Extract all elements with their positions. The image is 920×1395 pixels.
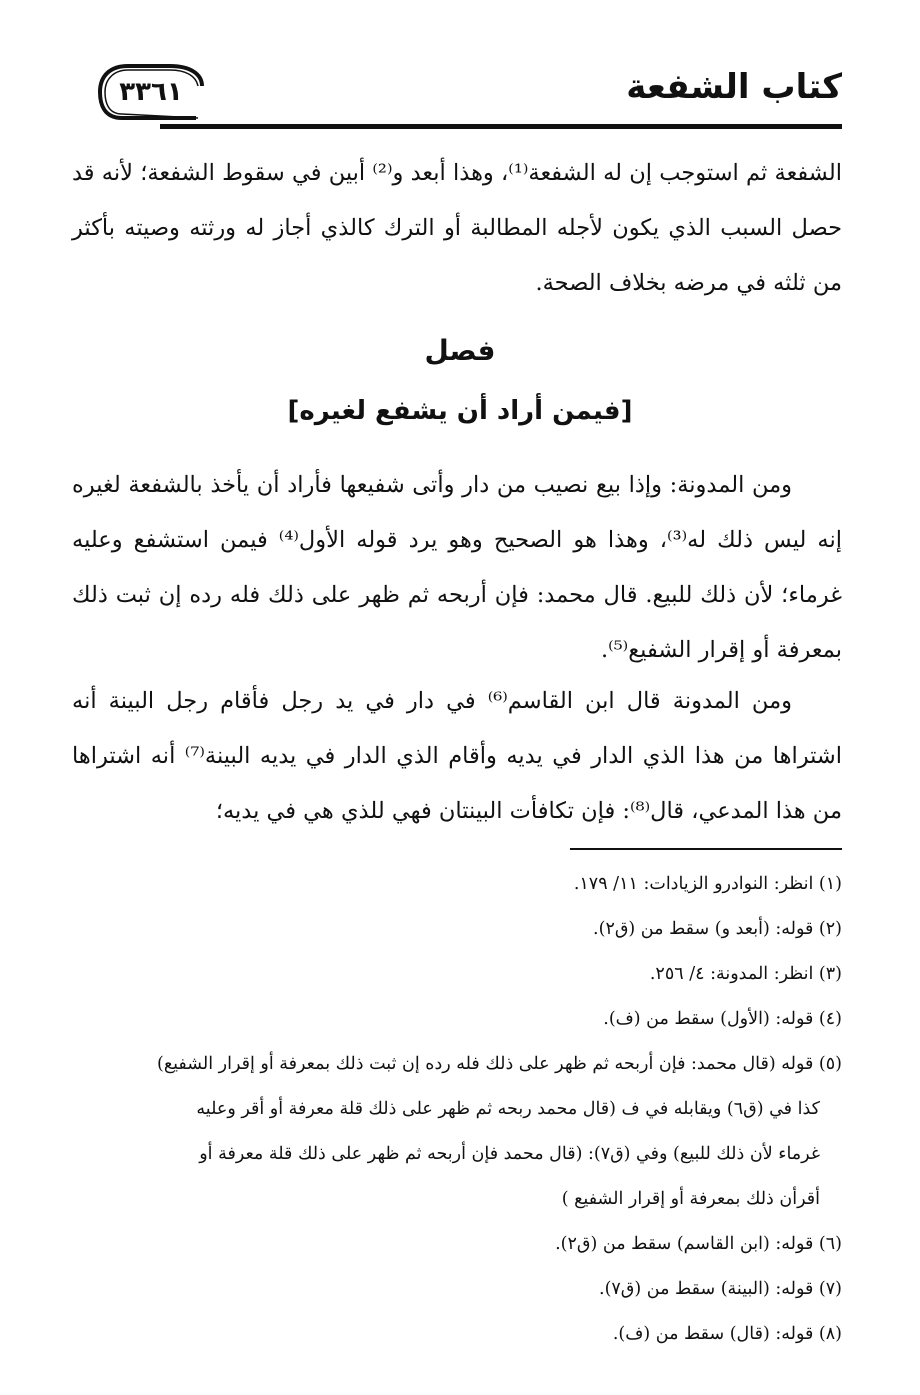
section-heading: فصل [424,334,496,367]
paragraph-2: ومن المدونة: وإذا بيع نصيب من دار وأتى شفيعها فأراد أن يأخذ بالشفعة لغيره إنه ليس ذلك له⁽³⁾، وهذا هو الصحيح وهو يرد قوله الأول⁽⁴⁾ فيمن استشفع وعليه غرماء؛ لأن ذلك للبيع. قال محمد: فإن أربحه ثم ظهر على ذلك فله رده إن ثبت ذلك بمعرفة أو إقرار الشفيع⁽⁵⁾. [72,472,843,663]
header-rule [160,124,842,129]
page-number: ٣٣٦١ [119,77,183,107]
footnote-3: (٣) انظر: المدونة: ٤/ ٢٥٦. [649,964,842,984]
footnote-5-continuation: أقرأن ذلك بمعرفة أو إقرار الشفيع ) [561,1189,820,1209]
footnote-7: (٧) قوله: (البينة) سقط من (ق٧). [599,1279,842,1299]
paragraph-3: ومن المدونة قال ابن القاسم⁽⁶⁾ في دار في يد رجل فأقام رجل البينة أنه اشتراها من هذا الذي الدار في يديه وأقام الذي الدار في يديه البينة⁽⁷⁾ أنه اشتراها من هذا المدعي، قال⁽⁸⁾: فإن تكافأت البينتان فهي للذي هي في يديه؛ [72,688,843,824]
footnote-2: (٢) قوله: (أبعد و) سقط من (ق٢). [593,919,842,939]
running-header-title: كتاب الشفعة [626,67,842,107]
footnote-8: (٨) قوله: (قال) سقط من (ف). [612,1324,842,1344]
subsection-heading: [فيمن أراد أن يشفع لغيره] [287,396,633,426]
footnote-5-continuation: غرماء لأن ذلك للبيع) وفي (ق٧): (قال محمد فإن أربحه ثم ظهر على ذلك قلة معرفة أو [199,1144,820,1164]
paragraph-1: الشفعة ثم استوجب إن له الشفعة⁽¹⁾، وهذا أبعد و⁽²⁾ أبين في سقوط الشفعة؛ لأنه قد حصل السبب الذي يكون لأجله المطالبة أو الترك كالذي أجاز له ورثته وصيته بأكثر من ثلثه في مرضه بخلاف الصحة. [72,160,842,296]
footnote-5: (٥) قوله (قال محمد: فإن أربحه ثم ظهر على ذلك فله رده إن ثبت ذلك بمعرفة أو إقرار الشفيع) [157,1054,842,1074]
footnote-separator [570,848,842,850]
footnote-4: (٤) قوله: (الأول) سقط من (ف). [603,1009,842,1029]
footnote-1: (١) انظر: النوادرو الزيادات: ١١/ ١٧٩. [573,874,842,894]
footnote-6: (٦) قوله: (ابن القاسم) سقط من (ق٢). [555,1234,842,1254]
footnote-5-continuation: كذا في (ق٦) ويقابله في ف (قال محمد ربحه ثم ظهر على ذلك قلة معرفة أو أقر وعليه [196,1099,820,1119]
page-number-badge [98,60,204,124]
footnotes [72,862,842,1357]
